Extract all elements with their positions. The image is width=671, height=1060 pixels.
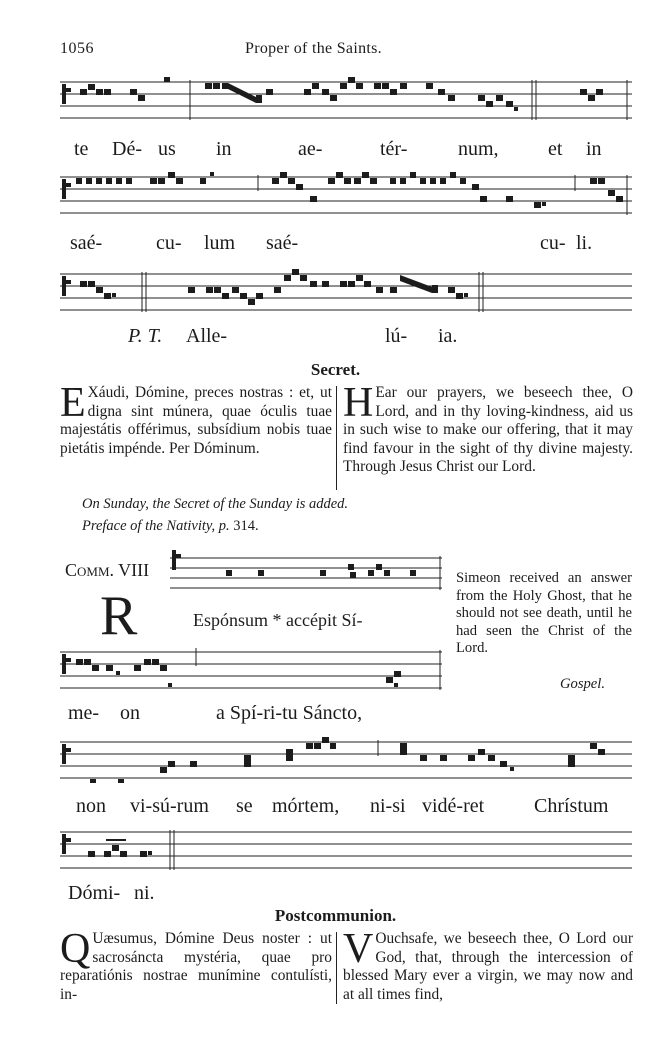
music-staff-1	[60, 70, 632, 128]
syllable: me-	[68, 702, 100, 724]
music-staff-6	[60, 730, 632, 788]
syllable: num,	[458, 138, 499, 160]
syllable: in	[586, 138, 602, 160]
syllable: cu-	[540, 232, 566, 254]
syllable-pt: P. T.	[128, 325, 163, 347]
rubric-preface	[82, 518, 259, 535]
secret-english	[343, 380, 633, 477]
syllable: Chrístum	[534, 795, 609, 817]
syllable: mórtem,	[272, 795, 340, 817]
syllable: vidé-ret	[422, 795, 485, 817]
column-divider	[336, 386, 337, 490]
column-divider	[336, 932, 337, 1004]
syllable: te	[74, 138, 89, 160]
drop-cap: V	[343, 926, 374, 972]
drop-cap: E	[60, 380, 86, 426]
communion-label: Comm. VIII	[65, 560, 150, 580]
secret-latin-text: Xáudi, Dómine, preces nostras : et, ut digna sint múnera, quae óculis tuae majestátis offérimus, subsídium nobis tuae pietátis impénde. Per Dóminum.	[60, 384, 332, 457]
postcommunion-english	[343, 926, 633, 1004]
postcommunion-latin	[60, 926, 332, 1004]
syllable: lum	[204, 232, 236, 254]
drop-cap: Q	[60, 926, 91, 972]
syllable: Dómi-	[68, 882, 121, 904]
page-number: 1056	[60, 40, 94, 57]
syllable: ae-	[298, 138, 323, 160]
syllable: ia.	[438, 325, 458, 347]
lyrics-row-4	[60, 702, 640, 732]
syllable: non	[76, 795, 106, 817]
syllable: et	[548, 138, 563, 160]
syllable: us	[158, 138, 176, 160]
syllable: cu-	[156, 232, 182, 254]
secret-english-text: Ear our prayers, we beseech thee, O Lord, and in thy loving-kindness, aid us in such wise to make our offering, that it may find favour in the sight of thy divine majesty. Through Jesus Christ our Lord.	[343, 384, 633, 476]
postcommunion-heading: Postcommunion.	[274, 906, 397, 925]
lyrics-row-1	[60, 138, 640, 168]
syllable: ni.	[134, 882, 155, 904]
postcommunion-latin-text: Uæsumus, Dómine Deus noster : ut sacrosáncta mystéria, quae pro reparatiónis nostrae munímine contulísti, in-	[60, 930, 332, 1003]
syllable: saé-	[266, 232, 299, 254]
syllable: se	[236, 795, 253, 817]
music-staff-5	[60, 640, 445, 696]
syllable: Dé-	[112, 138, 142, 160]
drop-cap: H	[343, 380, 374, 426]
syllable: tér-	[380, 138, 408, 160]
syllable: ni-si	[370, 795, 406, 817]
rubric-sunday: On Sunday, the Secret of the Sunday is added.	[82, 496, 349, 512]
drop-cap-communion: R	[100, 585, 138, 647]
running-title: Proper of the Saints.	[245, 40, 382, 57]
communion-first-line: Espónsum * accépit Sí-	[193, 610, 363, 630]
rubric-preface-text: Preface of the Nativity, p.	[82, 518, 230, 534]
syllable: Alle-	[186, 325, 228, 347]
music-staff-7	[60, 820, 635, 878]
postcommunion-english-text: Ouchsafe, we beseech thee, O Lord our God, that, through the intercession of blessed Mary ever a virgin, we may now and at all times find,	[343, 930, 633, 1003]
syllable: a Spí-ri-tu Sáncto,	[216, 702, 363, 724]
music-staff-4	[170, 548, 445, 598]
syllable: on	[120, 702, 140, 724]
communion-source: Gospel.	[560, 676, 605, 692]
syllable: li.	[576, 232, 593, 254]
lyrics-row-3	[60, 325, 640, 355]
syllable: in	[216, 138, 232, 160]
syllable: lú-	[385, 325, 408, 347]
syllable: saé-	[70, 232, 103, 254]
communion-translation: Simeon received an answer from the Holy Ghost, that he should not see death, until he had seen the Christ of the Lord.	[456, 570, 632, 657]
lyrics-row-2	[60, 232, 640, 262]
secret-latin	[60, 380, 332, 458]
syllable: vi-sú-rum	[130, 795, 209, 817]
secret-heading: Secret.	[310, 360, 361, 379]
rubric-preface-page: 314.	[233, 518, 259, 534]
music-staff-3	[60, 262, 632, 320]
music-staff-2	[60, 165, 632, 223]
